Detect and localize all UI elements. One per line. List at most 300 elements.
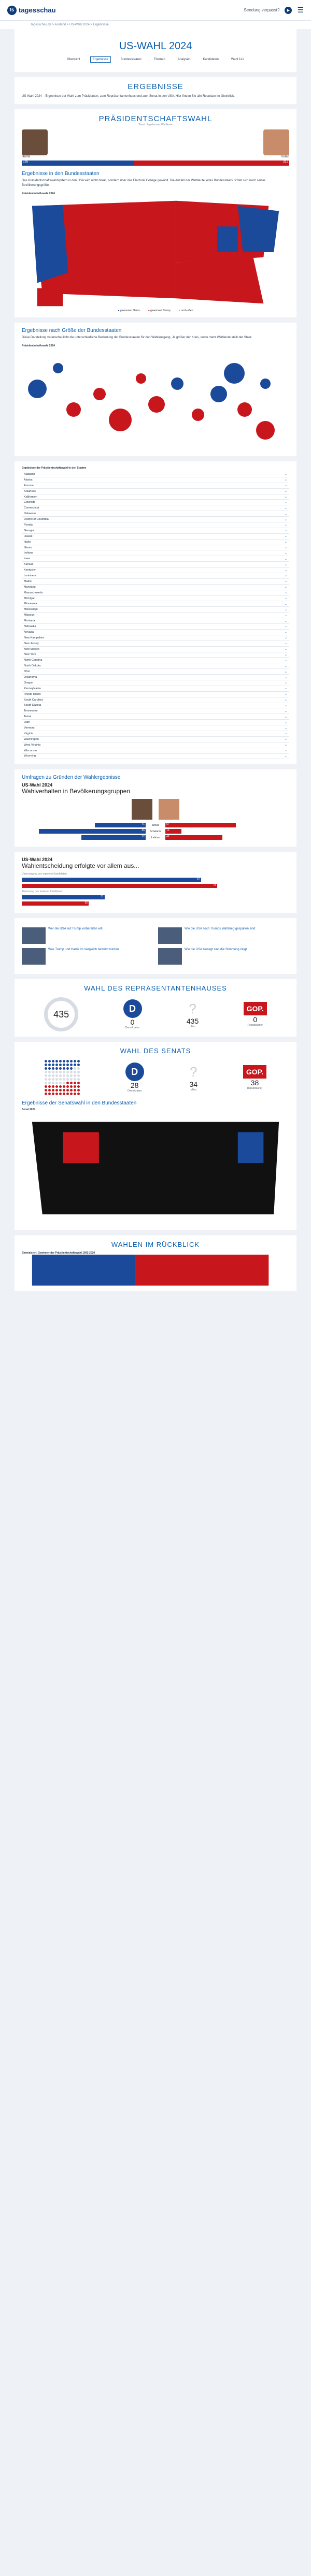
state-name: Montana — [24, 619, 35, 623]
news-item[interactable]: Wie die USA nach Trumps Wahlsieg gespalten sind — [158, 927, 289, 944]
senate-seats — [45, 1060, 80, 1095]
state-row[interactable] — [22, 647, 289, 652]
state-name: Kalifornien — [24, 495, 37, 499]
senate-rep-label: Republikaner — [247, 1087, 263, 1090]
senate-rep: 38 — [250, 1079, 259, 1087]
decision-sub: Wahlentscheidung erfolgte vor allem aus... — [22, 862, 139, 870]
tab-1[interactable]: Ergebnisse — [90, 56, 111, 63]
chevron-down-icon: ⌄ — [284, 608, 287, 612]
legend-harris: ● gewonnen Harris — [118, 309, 140, 312]
seat — [77, 1078, 80, 1081]
state-bubble[interactable] — [53, 363, 63, 373]
state-name: South Carolina — [24, 698, 43, 702]
seat — [55, 1078, 58, 1081]
chevron-down-icon: ⌄ — [284, 642, 287, 646]
poll-row — [22, 829, 289, 834]
state-bubble[interactable] — [28, 380, 47, 398]
chevron-down-icon: ⌄ — [284, 614, 287, 617]
state-row[interactable] — [22, 540, 289, 545]
bubble-card — [15, 323, 296, 456]
chevron-down-icon: ⌄ — [284, 625, 287, 629]
state-row[interactable] — [22, 714, 289, 720]
trump-name: Trump — [280, 155, 289, 158]
us-map-president[interactable] — [22, 195, 289, 309]
state-row[interactable] — [22, 494, 289, 500]
seat — [52, 1064, 54, 1066]
state-bubble[interactable] — [224, 363, 245, 384]
state-name: West Virginia — [24, 743, 41, 747]
decision-bar-h1: 67 — [22, 878, 289, 882]
state-name: South Dakota — [24, 704, 41, 707]
state-row[interactable] — [22, 472, 289, 477]
state-row[interactable] — [22, 607, 289, 613]
state-row[interactable] — [22, 585, 289, 590]
seat — [63, 1071, 65, 1073]
chevron-down-icon: ⌄ — [284, 529, 287, 533]
poll-row — [22, 835, 289, 840]
dem-icon: D — [125, 1063, 144, 1081]
state-row[interactable] — [22, 550, 289, 556]
seat — [63, 1089, 65, 1091]
state-row[interactable] — [22, 725, 289, 731]
harris-name: Harris — [22, 155, 30, 158]
us-map-history[interactable] — [22, 1255, 289, 1286]
chevron-down-icon: ⌄ — [284, 580, 287, 584]
seat — [70, 1060, 73, 1063]
chevron-down-icon: ⌄ — [284, 693, 287, 696]
seat — [45, 1067, 47, 1070]
decision-bar-t2: 25 — [22, 901, 289, 906]
seat — [52, 1085, 54, 1088]
chevron-down-icon: ⌄ — [284, 732, 287, 736]
seat — [66, 1082, 69, 1084]
page-title: US-WAHL 2024 — [119, 40, 192, 52]
seat — [45, 1089, 47, 1091]
states-card — [15, 461, 296, 764]
seat — [48, 1074, 51, 1077]
chevron-down-icon: ⌄ — [284, 715, 287, 719]
seat — [52, 1089, 54, 1091]
news-item[interactable]: Was Trump und Harris im Vergleich bewirkt würden — [22, 948, 153, 965]
chevron-down-icon: ⌄ — [284, 738, 287, 741]
state-name: Vermont — [24, 726, 35, 730]
chevron-down-icon: ⌄ — [284, 721, 287, 724]
state-row[interactable] — [22, 692, 289, 697]
state-row[interactable] — [22, 658, 289, 663]
state-name: District of Columbia — [24, 518, 49, 521]
president-card — [15, 109, 296, 317]
seat — [77, 1093, 80, 1095]
chevron-down-icon: ⌄ — [284, 704, 287, 707]
state-name: Illinois — [24, 546, 32, 549]
harris-bar: 226 — [22, 161, 134, 166]
president-text: Das Präsidentschaftswahlsystem in den USA wird nicht direkt, sondern über das Electoral College gewählt. Die Anzahl der Wahlleute jedes Bundesstaats richtet sich nach seiner Bevölkerungsgröße. — [22, 179, 266, 187]
seat — [66, 1093, 69, 1095]
seat — [45, 1060, 47, 1063]
chevron-down-icon: ⌄ — [284, 501, 287, 504]
seat — [70, 1093, 73, 1095]
seat — [55, 1064, 58, 1066]
president-subtitle: Stand: Ergebnisse, Wahlleute — [138, 123, 173, 126]
state-row[interactable] — [22, 686, 289, 692]
seat — [45, 1093, 47, 1095]
state-name: Alabama — [24, 472, 35, 476]
states-results-link[interactable]: Ergebnisse in den Bundesstaaten — [22, 171, 100, 177]
news-item[interactable]: Wer die USA auf Trump vorbereiten will — [22, 927, 153, 944]
seat — [74, 1078, 76, 1081]
senate-dem-label: Demokraten — [128, 1089, 142, 1093]
state-row[interactable] — [22, 748, 289, 754]
chevron-down-icon: ⌄ — [284, 473, 287, 476]
state-row[interactable] — [22, 562, 289, 567]
state-name: Nebraska — [24, 624, 36, 628]
state-row[interactable] — [22, 477, 289, 483]
trump-share: 13 — [165, 829, 181, 834]
state-row[interactable] — [22, 567, 289, 573]
house-heading: WAHL DES REPRÄSENTANTENHAUSES — [84, 984, 227, 993]
legend-open: ● noch offen — [178, 309, 193, 312]
state-row[interactable] — [22, 528, 289, 534]
chevron-down-icon: ⌄ — [284, 602, 287, 606]
seat — [70, 1074, 73, 1077]
breadcrumb[interactable]: tagesschau.de > Ausland > US-Wahl 2024 > Ergebnisse — [0, 21, 311, 29]
seat — [52, 1082, 54, 1084]
senate-link[interactable]: Ergebnisse der Senatswahl in den Bundesstaaten — [22, 1100, 137, 1107]
state-bubble[interactable] — [171, 377, 183, 390]
results-heading: ERGEBNISSE — [128, 82, 183, 91]
state-row[interactable] — [22, 641, 289, 647]
decision-card — [15, 852, 296, 913]
chevron-down-icon: ⌄ — [284, 744, 287, 747]
state-row[interactable] — [22, 697, 289, 703]
state-row[interactable] — [22, 545, 289, 551]
seat — [70, 1071, 73, 1073]
state-row[interactable] — [22, 505, 289, 511]
state-name: New Jersey — [24, 642, 39, 645]
state-row[interactable] — [22, 663, 289, 669]
state-name: Maine — [24, 579, 32, 583]
seat — [45, 1064, 47, 1066]
chevron-down-icon: ⌄ — [284, 569, 287, 572]
state-name: Iowa — [24, 557, 30, 561]
state-row[interactable] — [22, 754, 289, 760]
state-row[interactable] — [22, 613, 289, 618]
gop-icon: GOP. — [243, 1065, 266, 1079]
group-label: Schwarze — [150, 829, 161, 833]
polls-card-sub: Wahlverhalten in Bevölkerungsgruppen — [22, 788, 131, 795]
seat — [77, 1071, 80, 1073]
state-row[interactable] — [22, 500, 289, 505]
state-row[interactable] — [22, 618, 289, 624]
president-heading: PRÄSIDENTSCHAFTSWAHL — [98, 114, 213, 123]
seat — [74, 1089, 76, 1091]
state-name: Utah — [24, 721, 30, 724]
state-name: Colorado — [24, 501, 36, 504]
group-label: Latinos — [151, 836, 160, 839]
seat — [63, 1067, 65, 1070]
gop-icon: GOP. — [244, 1002, 267, 1015]
chevron-down-icon: ⌄ — [284, 490, 287, 493]
seat — [59, 1064, 62, 1066]
seat — [66, 1085, 69, 1088]
candidate-names — [22, 155, 289, 158]
house-open-label: offen — [190, 1025, 196, 1028]
state-bubble[interactable] — [256, 421, 275, 440]
state-row[interactable] — [22, 483, 289, 489]
seat — [66, 1064, 69, 1066]
seat — [55, 1060, 58, 1063]
state-row[interactable] — [22, 511, 289, 517]
seat — [59, 1067, 62, 1070]
seat — [52, 1074, 54, 1077]
state-row[interactable] — [22, 737, 289, 743]
bubble-map[interactable] — [22, 347, 289, 451]
state-row[interactable] — [22, 720, 289, 725]
header-actions — [244, 6, 304, 14]
decision-bar-t1: 73 — [22, 884, 289, 888]
play-icon[interactable]: ▶ — [285, 7, 292, 14]
state-name: Louisiana — [24, 574, 36, 577]
senate-card — [15, 1042, 296, 1230]
state-bubble[interactable] — [192, 409, 204, 421]
hamburger-icon[interactable]: ☰ — [297, 6, 304, 14]
seat — [63, 1093, 65, 1095]
seat — [48, 1093, 51, 1095]
chevron-down-icon: ⌄ — [284, 749, 287, 753]
state-row[interactable] — [22, 743, 289, 748]
seat — [70, 1064, 73, 1066]
seat — [59, 1082, 62, 1084]
states-list — [22, 472, 289, 759]
state-name: Wyoming — [24, 754, 36, 758]
state-bubble[interactable] — [210, 386, 227, 402]
seat — [55, 1067, 58, 1070]
chevron-down-icon: ⌄ — [284, 523, 287, 527]
group-label: Weiße — [151, 823, 160, 827]
chevron-down-icon: ⌄ — [284, 586, 287, 589]
state-name: Kentucky — [24, 569, 36, 572]
state-row[interactable] — [22, 675, 289, 680]
seat — [59, 1074, 62, 1077]
logo-text: tagesschau — [19, 6, 56, 14]
question-icon: ? — [189, 1000, 196, 1016]
state-name: Massachusetts — [24, 591, 43, 594]
house-dem-label: Demokraten — [125, 1026, 140, 1030]
news-item[interactable]: Wie die USA bewegt sind die Stimmung zeigt — [158, 948, 289, 965]
tab-2[interactable]: Bundesstaaten — [120, 58, 142, 61]
state-row[interactable] — [22, 522, 289, 528]
chevron-down-icon: ⌄ — [284, 512, 287, 516]
seat — [55, 1085, 58, 1088]
seat — [63, 1085, 65, 1088]
chevron-down-icon: ⌄ — [284, 698, 287, 702]
state-name: Alaska — [24, 478, 33, 482]
state-bubble[interactable] — [66, 402, 81, 417]
seat — [59, 1078, 62, 1081]
state-name: Wisconsin — [24, 749, 37, 752]
tab-6[interactable]: Wahl 1x1 — [231, 58, 244, 61]
state-row[interactable] — [22, 596, 289, 602]
chevron-down-icon: ⌄ — [284, 597, 287, 601]
decision-title: US-Wahl 2024 — [22, 857, 53, 863]
tab-4[interactable]: Analysen — [177, 58, 191, 61]
state-name: New York — [24, 653, 36, 657]
seat — [52, 1060, 54, 1063]
seat — [70, 1085, 73, 1088]
trump-bar: 312 — [134, 161, 289, 166]
results-intro — [15, 77, 296, 104]
chevron-down-icon: ⌄ — [284, 518, 287, 521]
state-row[interactable] — [22, 630, 289, 635]
state-name: Rhode Island — [24, 692, 41, 696]
seat — [55, 1093, 58, 1095]
electoral-bar — [22, 161, 289, 166]
state-name: Michigan — [24, 596, 36, 600]
seat — [52, 1093, 54, 1095]
seat — [52, 1071, 54, 1073]
state-bubble[interactable] — [237, 402, 252, 417]
state-row[interactable] — [22, 534, 289, 540]
polls-card-title: US-Wahl 2024 — [22, 782, 53, 788]
tab-3[interactable]: Themen — [153, 58, 165, 61]
state-row[interactable] — [22, 669, 289, 675]
map-title: Präsidentschaftswahl 2024 — [22, 192, 55, 195]
state-row[interactable] — [22, 590, 289, 596]
state-name: Maryland — [24, 585, 36, 589]
seat — [45, 1082, 47, 1084]
seat — [48, 1078, 51, 1081]
seat — [59, 1093, 62, 1095]
house-total: 435 — [44, 997, 78, 1031]
state-name: Idaho — [24, 540, 31, 544]
state-name: Hawaii — [24, 534, 33, 538]
seat — [70, 1089, 73, 1091]
seat — [77, 1064, 80, 1066]
missed-show-link[interactable]: Sendung verpasst? — [244, 8, 280, 12]
state-bubble[interactable] — [136, 373, 146, 384]
chevron-down-icon: ⌄ — [284, 754, 287, 758]
history-map-title: Ehemalsten: Gewinner der Präsidentschaftswahl 1992-2020 — [22, 1251, 95, 1255]
seat — [45, 1071, 47, 1073]
seat — [70, 1067, 73, 1070]
state-row[interactable] — [22, 556, 289, 562]
state-row[interactable] — [22, 573, 289, 579]
seat — [66, 1078, 69, 1081]
state-row[interactable] — [22, 624, 289, 630]
seat — [70, 1082, 73, 1084]
state-row[interactable] — [22, 635, 289, 641]
seat — [74, 1071, 76, 1073]
history-heading: WAHLEN IM RÜCKBLICK — [111, 1241, 200, 1249]
state-name: Georgia — [24, 529, 34, 532]
seat — [63, 1060, 65, 1063]
state-bubble[interactable] — [109, 409, 132, 431]
state-name: New Hampshire — [24, 636, 45, 639]
state-row[interactable] — [22, 489, 289, 494]
history-card — [15, 1235, 296, 1291]
tab-0[interactable]: Übersicht — [67, 58, 80, 61]
seat — [48, 1064, 51, 1066]
tab-5[interactable]: Kandidaten — [203, 58, 219, 61]
state-name: Oregon — [24, 681, 34, 685]
us-map-senate[interactable] — [22, 1111, 289, 1225]
logo[interactable] — [7, 6, 56, 15]
seat — [59, 1089, 62, 1091]
chevron-down-icon: ⌄ — [284, 687, 287, 691]
seat — [77, 1089, 80, 1091]
harris-photo — [22, 129, 48, 155]
state-bubble[interactable] — [148, 396, 165, 413]
polls-card — [15, 769, 296, 847]
trump-share: 46 — [165, 835, 222, 840]
seat — [74, 1082, 76, 1084]
seat — [52, 1067, 54, 1070]
seat — [77, 1074, 80, 1077]
polls-link[interactable]: Umfragen zu Gründen der Wahlergebnisse — [22, 775, 121, 781]
state-name: Texas — [24, 715, 32, 719]
state-row[interactable] — [22, 708, 289, 714]
seat — [48, 1060, 51, 1063]
harris-photo-small — [132, 799, 152, 820]
seat — [48, 1082, 51, 1084]
seat — [66, 1074, 69, 1077]
state-row[interactable] — [22, 703, 289, 709]
state-row[interactable] — [22, 680, 289, 686]
state-row[interactable] — [22, 731, 289, 737]
seat — [63, 1064, 65, 1066]
chevron-down-icon: ⌄ — [284, 709, 287, 713]
seat — [74, 1064, 76, 1066]
state-bubble[interactable] — [260, 379, 271, 389]
state-row[interactable] — [22, 517, 289, 522]
seat — [55, 1089, 58, 1091]
chevron-down-icon: ⌄ — [284, 484, 287, 488]
states-heading: Ergebnisse der Präsidentschaftswahl in den Staaten — [22, 467, 87, 470]
chevron-down-icon: ⌄ — [284, 636, 287, 640]
seat — [59, 1071, 62, 1073]
harris-share: 52 — [81, 835, 146, 840]
state-name: Missouri — [24, 614, 35, 617]
state-row[interactable] — [22, 601, 289, 607]
seat — [55, 1074, 58, 1077]
seat — [74, 1074, 76, 1077]
state-name: North Dakota — [24, 664, 41, 668]
bubble-title: Präsidentschaftswahl 2024 — [22, 344, 55, 347]
chevron-down-icon: ⌄ — [284, 631, 287, 634]
senate-open-label: offen — [190, 1088, 196, 1091]
trump-share: 57 — [165, 823, 236, 827]
senate-heading: WAHL DES SENATS — [120, 1047, 191, 1055]
decision-g1: Überzeugung von eigenem Kandidaten — [22, 872, 67, 876]
site-header — [0, 0, 311, 21]
chevron-down-icon: ⌄ — [284, 681, 287, 685]
state-bubble[interactable] — [93, 388, 106, 400]
state-name: Minnesota — [24, 602, 37, 606]
house-rep: 0 — [253, 1015, 258, 1024]
bubble-link[interactable]: Ergebnisse nach Größe der Bundesstaaten — [22, 328, 122, 333]
logo-icon: ts — [7, 6, 17, 15]
seat — [77, 1060, 80, 1063]
poll-rows — [22, 823, 289, 840]
seat — [74, 1085, 76, 1088]
state-name: Oklahoma — [24, 676, 37, 679]
chevron-down-icon: ⌄ — [284, 676, 287, 679]
chevron-down-icon: ⌄ — [284, 591, 287, 595]
state-row[interactable] — [22, 652, 289, 658]
seat — [74, 1093, 76, 1095]
state-row[interactable] — [22, 579, 289, 585]
state-name: Pennsylvania — [24, 687, 41, 690]
